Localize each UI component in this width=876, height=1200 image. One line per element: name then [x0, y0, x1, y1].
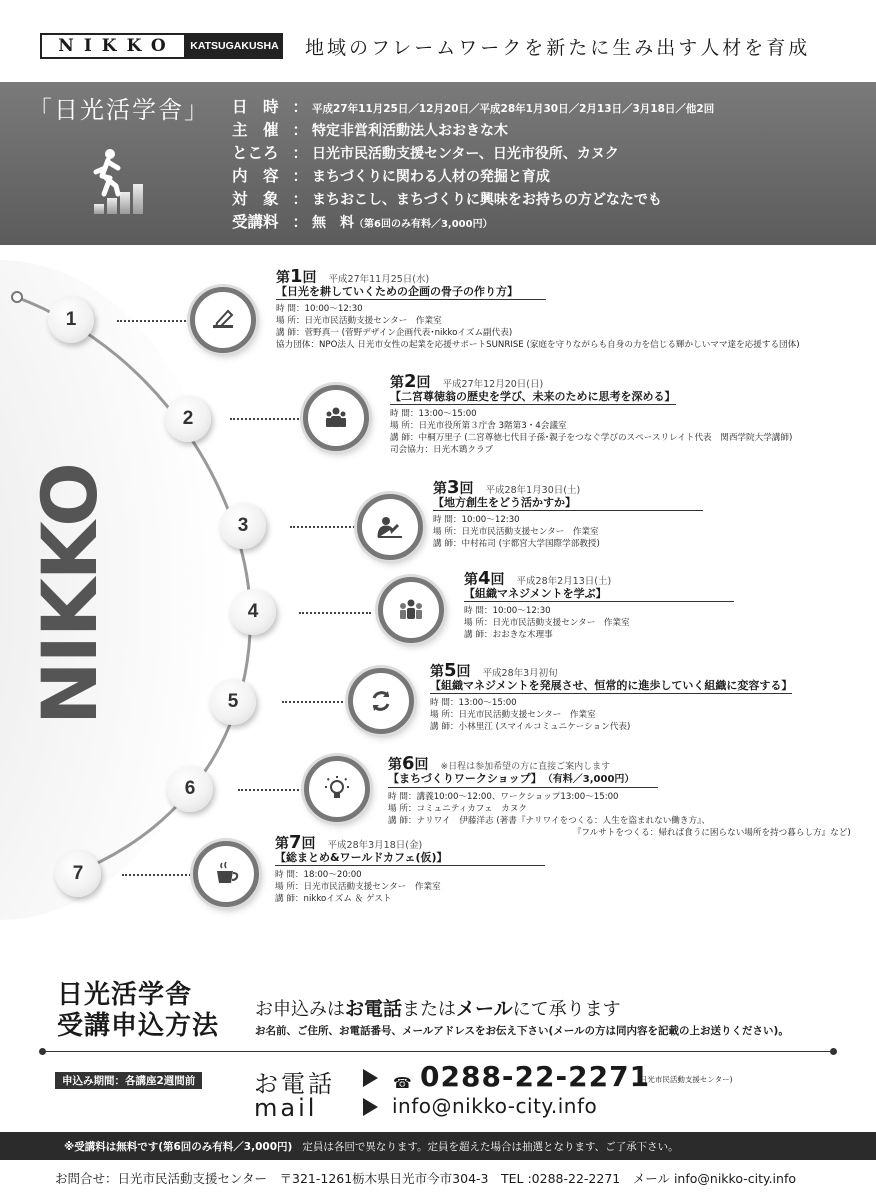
session-title-text: 【日光を耕していくための企画の骨子の作り方】: [276, 285, 518, 298]
msg-mid: または: [402, 999, 457, 1020]
session-block: [388, 753, 851, 839]
info-value: [312, 120, 508, 140]
info-value-text: まちづくりに関わる人材の発掘と育成: [312, 169, 550, 185]
cycle-icon: [348, 668, 414, 734]
msg-pre: お申込みは: [255, 999, 345, 1020]
people-icon: [303, 385, 369, 451]
application-instructions: お名前、ご住所、お電話番号、メールアドレスをお伝え下さい(メールの方は同内容を記載の上お送りください)。: [255, 1025, 789, 1037]
session-title-text: 【組織マネジメントを学ぶ】: [464, 587, 607, 600]
session-label-num: 6: [402, 753, 415, 774]
session-label-pre: 第: [390, 375, 404, 391]
session-header: [390, 371, 792, 392]
session-label-post: 回: [301, 836, 316, 852]
info-value-text: 特定非営利活動法人おおきな木: [312, 123, 508, 139]
session-block: [430, 660, 793, 733]
session-detail-line: 講 師：中村祐司 (宇都宮大学国際学部教授): [433, 539, 600, 549]
info-label: 主 催: [232, 121, 279, 139]
footer-contact: お問合せ：日光市民活動支援センター 〒321-1261栃木県日光市今市304-3 TEL :0288-22-2271 メール info@nikko-city.info: [55, 1171, 796, 1186]
session-label-num: 5: [444, 660, 457, 681]
session-detail-line: 講 師：中桐万里子 (二宮尊徳七代目子孫･親子をつなぐ学びのスペースリレイト代表 関西学院大学講師): [390, 433, 793, 443]
session-detail-line: 講 師：nikkoイズム ＆ ゲスト: [275, 894, 392, 904]
session-detail-line: 時 間：18:00〜20:00: [275, 870, 362, 880]
session-title: [276, 286, 546, 300]
application-title: [57, 980, 219, 1042]
session-number-badge: 1: [48, 297, 94, 343]
session-fee: （有料／3,000円）: [547, 774, 635, 785]
telephone-icon: ☎: [393, 1074, 412, 1092]
session-header: [464, 568, 734, 589]
mail-label: mail: [254, 1094, 318, 1122]
tagline: 地域のフレームワークを新たに生み出す人材を育成: [305, 37, 811, 59]
session-label-num: 4: [478, 568, 491, 589]
session-label-pre: 第: [275, 836, 289, 852]
info-value-text: まちおこし、まちづくりに興味をお持ちの方どなたでも: [312, 192, 662, 208]
session-title: [388, 773, 658, 788]
info-colon: ：: [292, 144, 308, 162]
session-date: 平成28年3月初旬: [482, 668, 558, 679]
phone-label: お電話: [254, 1070, 335, 1098]
application-period-badge: 申込み期間：各講座2週間前: [55, 1072, 202, 1089]
session-detail-line: 時 間：10:00〜12:30: [433, 515, 520, 525]
info-value-text: 日光市民活動支援センター、日光市役所、カヌク: [312, 146, 619, 162]
session-label-pre: 第: [430, 664, 444, 680]
pencil-icon: [190, 287, 256, 353]
session-detail-line: 講 師：菅野真一 (菅野デザイン企画代表･nikkoイズム副代表): [276, 328, 513, 338]
dotted-connector: [117, 320, 189, 322]
info-label: 受講料: [232, 213, 279, 231]
session-header: [275, 832, 545, 853]
info-value: [312, 101, 714, 116]
phone-note: (日光市民活動支援センター): [637, 1075, 733, 1084]
divider: [42, 1051, 834, 1052]
info-colon: ：: [292, 98, 308, 116]
session-detail-line: 場 所：コミュニティカフェ カヌク: [388, 804, 527, 814]
session-label-num: 1: [290, 266, 303, 287]
phone-number[interactable]: 0288-22-2271: [420, 1060, 651, 1093]
dotted-connector: [230, 418, 302, 420]
session-label-post: 回: [416, 375, 431, 391]
session-detail-line: 『フルサトをつくる：帰れば食うに困らない場所を持つ暮らし方』など): [388, 828, 851, 838]
session-detail-line: 場 所：日光市民活動支援センター 作業室: [275, 882, 441, 892]
info-value: [312, 189, 662, 209]
session-title-text: 【地方創生をどう活かすか】: [433, 496, 576, 509]
session-date: 平成28年2月13日(土): [516, 576, 612, 587]
session-date: 平成27年12月20日(日): [442, 379, 544, 390]
session-label-pre: 第: [433, 481, 447, 497]
footer-notice: [0, 1132, 876, 1160]
session-label: [390, 371, 431, 392]
info-value-text: 無 料: [312, 215, 354, 231]
info-colon: ：: [292, 167, 308, 185]
info-value-note: （第6回のみ有料／3,000円）: [354, 219, 493, 230]
session-detail-line: 時 間：13:00〜15:00: [430, 698, 517, 708]
info-band: [0, 82, 876, 245]
session-number-badge: 2: [165, 396, 211, 442]
info-value: [312, 212, 493, 232]
session-detail-line: 司会協力：日光木鶏クラブ: [390, 445, 494, 455]
session-title: [430, 680, 792, 694]
info-label: 日 時: [232, 98, 279, 116]
session-date: ※日程は参加希望の方に直接ご案内します: [440, 762, 611, 772]
session-label: [430, 660, 471, 681]
msg-phone: お電話: [345, 998, 403, 1020]
session-title-text: 【組織マネジメントを発展させ、恒常的に進歩していく組織に変容する】: [430, 679, 793, 692]
session-date: 平成28年1月30日(土): [485, 485, 581, 496]
session-detail-line: 場 所：日光市民活動支援センター 作業室: [433, 527, 599, 537]
info-label: 対 象: [232, 190, 279, 208]
info-row: [232, 164, 714, 187]
session-detail-line: 場 所：日光市民活動支援センター 作業室: [430, 710, 596, 720]
session-block: [390, 371, 793, 456]
session-block: [275, 832, 545, 905]
application-message: [255, 994, 621, 1021]
session-label-post: 回: [302, 270, 317, 286]
session-detail-line: 協力団体：NPO法人 日光市女性の起業を応援サポートSUNRISE (家庭を守りながらも自身の力を信じる輝かしいママ達を応援する団体): [276, 340, 800, 350]
session-label-post: 回: [490, 572, 505, 588]
session-label: [464, 568, 505, 589]
session-title: [433, 497, 703, 511]
session-detail-line: 講 師：小林里江 (スマイルコミュニケーション代表): [430, 722, 631, 732]
session-label-pre: 第: [276, 270, 290, 286]
dotted-connector: [122, 874, 194, 876]
session-title-text: 【総まとめ&ワールドカフェ(仮)】: [275, 851, 448, 864]
info-row: [232, 95, 714, 118]
info-value: [312, 143, 619, 163]
info-row: [232, 141, 714, 164]
band-title: 「日光活学舎」: [28, 96, 210, 124]
session-label: [433, 477, 474, 498]
session-header: [388, 753, 851, 774]
session-block: [464, 568, 734, 641]
session-label-post: 回: [459, 481, 474, 497]
info-row: [232, 187, 714, 210]
session-detail-line: 時 間：10:00〜12:30: [276, 304, 363, 314]
session-title-text: 【まちづくりワークショップ】: [388, 772, 542, 785]
info-label: ところ: [232, 144, 279, 162]
session-label-post: 回: [456, 664, 471, 680]
mail-address-link[interactable]: info@nikko-city.info: [392, 1094, 598, 1118]
session-number-badge: 7: [55, 851, 101, 897]
info-value-text: 平成27年11月25日／12月20日／平成28年1月30日／2月13日／3月18日／他2回: [312, 103, 715, 115]
session-title-text: 【二宮尊徳翁の歴史を学び、未来のために思考を深める】: [390, 390, 676, 403]
session-detail-line: 講 師：おおきな木理事: [464, 630, 553, 640]
coffee-icon: [193, 841, 259, 907]
timeline: [0, 245, 876, 965]
session-detail-line: 場 所：日光市民活動支援センター 作業室: [464, 618, 630, 628]
session-label-num: 2: [404, 371, 417, 392]
group-icon: [378, 577, 444, 643]
runner-stairs-icon: [88, 148, 148, 228]
session-title: [464, 588, 734, 602]
session-header: [433, 477, 703, 498]
session-number-badge: 4: [230, 589, 276, 635]
session-label-pre: 第: [464, 572, 478, 588]
session-date: 平成28年3月18日(金): [327, 840, 423, 851]
session-detail-line: 時 間：13:00〜15:00: [390, 409, 477, 419]
session-label-pre: 第: [388, 757, 402, 773]
presenter-icon: [357, 494, 423, 560]
info-label: 内 容: [232, 167, 279, 185]
session-block: [433, 477, 703, 550]
session-title: [275, 852, 545, 866]
dotted-connector: [238, 789, 310, 791]
session-label-num: 7: [289, 832, 302, 853]
logo-sub-text: KATSUGAKUSHA: [186, 33, 283, 59]
info-row: [232, 210, 714, 233]
session-number-badge: 5: [210, 679, 256, 725]
session-label: [276, 266, 317, 287]
info-row: [232, 118, 714, 141]
session-label-post: 回: [414, 757, 429, 773]
session-detail-line: 場 所：日光市役所第３庁舎 3階第3・4会議室: [390, 421, 567, 431]
session-label: [388, 753, 429, 774]
lightbulb-icon: [304, 756, 370, 822]
session-detail-line: 場 所：日光市民活動支援センター 作業室: [276, 316, 442, 326]
session-detail-line: 時 間：10:00〜12:30: [464, 606, 551, 616]
application-title-line2: 受講申込方法: [57, 1011, 220, 1041]
session-label-num: 3: [447, 477, 460, 498]
footer-notice-bold: ※受講料は無料です(第6回のみ有料／3,000円): [64, 1140, 293, 1153]
session-label: [275, 832, 316, 853]
arrow-right-icon: [363, 1098, 378, 1116]
session-detail-line: 時 間：講義10:00〜12:00、ワークショップ13:00〜15:00: [388, 792, 619, 802]
session-header: [276, 266, 800, 287]
session-date: 平成27年11月25日(水): [328, 274, 430, 285]
session-number-badge: 3: [220, 503, 266, 549]
session-header: [430, 660, 792, 681]
footer-notice-text: 定員は各回で異なります。定員を超えた場合は抽選となります、ご了承下さい。: [302, 1140, 679, 1153]
info-colon: ：: [292, 121, 308, 139]
side-nikko-text: [32, 653, 108, 725]
dotted-connector: [290, 526, 362, 528]
logo: [40, 33, 283, 59]
info-value: [312, 166, 550, 186]
arrow-right-icon: [363, 1069, 378, 1087]
msg-mail: メール: [456, 998, 513, 1020]
session-title: [390, 391, 676, 405]
info-rows: [232, 95, 714, 233]
application-title-line1: 日光活学舎: [57, 980, 193, 1010]
msg-post: にて承ります: [512, 999, 621, 1020]
info-colon: ：: [292, 190, 308, 208]
info-colon: ：: [292, 213, 308, 231]
session-block: [276, 266, 800, 351]
logo-main-text: NIKKO: [40, 33, 186, 59]
session-detail-line: 講 師：ナリワイ 伊藤洋志 (著書『ナリワイをつくる：人生を盗まれない働き方』、: [388, 816, 710, 826]
dotted-connector: [299, 612, 371, 614]
dotted-connector: [282, 701, 354, 703]
session-number-badge: 6: [167, 766, 213, 812]
